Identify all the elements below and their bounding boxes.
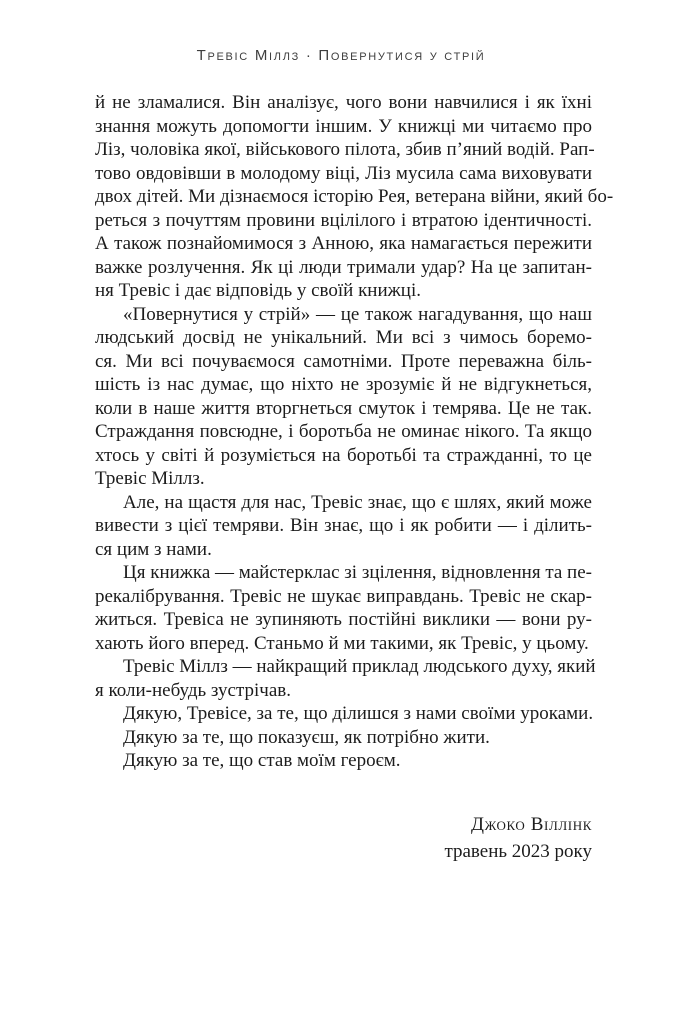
text-line: Дякую, Тревісе, за те, що ділишся з нами своїми уроками. xyxy=(123,703,594,724)
text-line: шість із нас думає, що ніхто не зрозуміє й не відгукнеться, xyxy=(95,374,592,395)
paragraph xyxy=(95,702,592,726)
paragraph xyxy=(95,91,614,303)
text-line: людський досвід не унікальний. Ми всі з чимось боремо- xyxy=(95,327,592,348)
paragraph xyxy=(95,655,596,702)
paragraph xyxy=(95,561,592,655)
text-line: важке розлучення. Як ці люди тримали удар? На це запитан- xyxy=(95,256,592,278)
paragraph xyxy=(95,303,592,491)
text-line: рекалібрування. Тревіс не шукає виправдань. Тревіс не скар- xyxy=(95,585,592,607)
text-line: А також познайомимося з Анною, яка намагається пережити xyxy=(95,233,592,254)
text-line: хтось у світі й розуміється на боротьбі та стражданні, то це xyxy=(95,444,592,466)
text-line: знання можуть допомогти іншим. У книжці ми читаємо про xyxy=(95,115,592,137)
signature-block xyxy=(444,812,592,865)
text-line: коли в наше життя вторгнеться смуток і темрява. Це не так. xyxy=(95,397,592,419)
text-line: ся. Ми всі почуваємося самотніми. Проте переважна біль- xyxy=(95,350,592,372)
paragraph xyxy=(95,726,592,750)
text-line: Тревіс Міллз. xyxy=(95,468,205,489)
text-line: Ліз, чоловіка якої, військового пілота, збив п’яний водій. Рап- xyxy=(95,139,595,160)
text-line: «Повернутися у стрій» — це також нагадування, що наш xyxy=(123,303,592,325)
text-line: Дякую за те, що показуєш, як потрібно жити. xyxy=(123,726,490,748)
text-line: Страждання повсюдне, і боротьба не оминає нікого. Та якщо xyxy=(95,421,592,442)
paragraph xyxy=(95,491,592,562)
text-line: хають його вперед. Станьмо й ми такими, як Тревіс, у цьому. xyxy=(95,632,589,654)
text-line: двох дітей. Ми дізнаємося історію Рея, ветерана війни, який бо- xyxy=(95,186,614,207)
text-line: Дякую за те, що став моїм героєм. xyxy=(123,750,401,771)
text-line: реться з почуттям провини вцілілого і втратою ідентичності. xyxy=(95,209,592,231)
text-line: житься. Тревіса не зупиняють постійні виклики — вони ру- xyxy=(95,609,592,630)
page-body xyxy=(95,91,614,773)
text-line: я коли-небудь зустрічав. xyxy=(95,679,291,701)
signature-author: Джоко Віллінк xyxy=(471,814,592,835)
text-line: Але, на щастя для нас, Тревіс знає, що є шлях, який може xyxy=(123,491,592,513)
text-line: тово овдовівши в молодому віці, Ліз мусила сама виховувати xyxy=(95,162,592,184)
signature-date: травень 2023 року xyxy=(444,840,592,862)
text-line: ся цим з нами. xyxy=(95,538,212,560)
text-line: й не зламалися. Він аналізує, чого вони навчилися і як їхні xyxy=(95,92,592,113)
paragraph xyxy=(95,749,592,773)
text-line: вивести з цієї темряви. Він знає, що і як робити — і ділить- xyxy=(95,515,592,536)
text-line: Ця книжка — майстерклас зі зцілення, відновлення та пе- xyxy=(123,562,592,583)
text-line: ня Тревіс і дає відповідь у своїй книжці. xyxy=(95,280,421,301)
running-header: Тревіс Міллз · Повернутися у стрій xyxy=(196,47,486,64)
text-line: Тревіс Міллз — найкращий приклад людського духу, який xyxy=(123,656,596,677)
